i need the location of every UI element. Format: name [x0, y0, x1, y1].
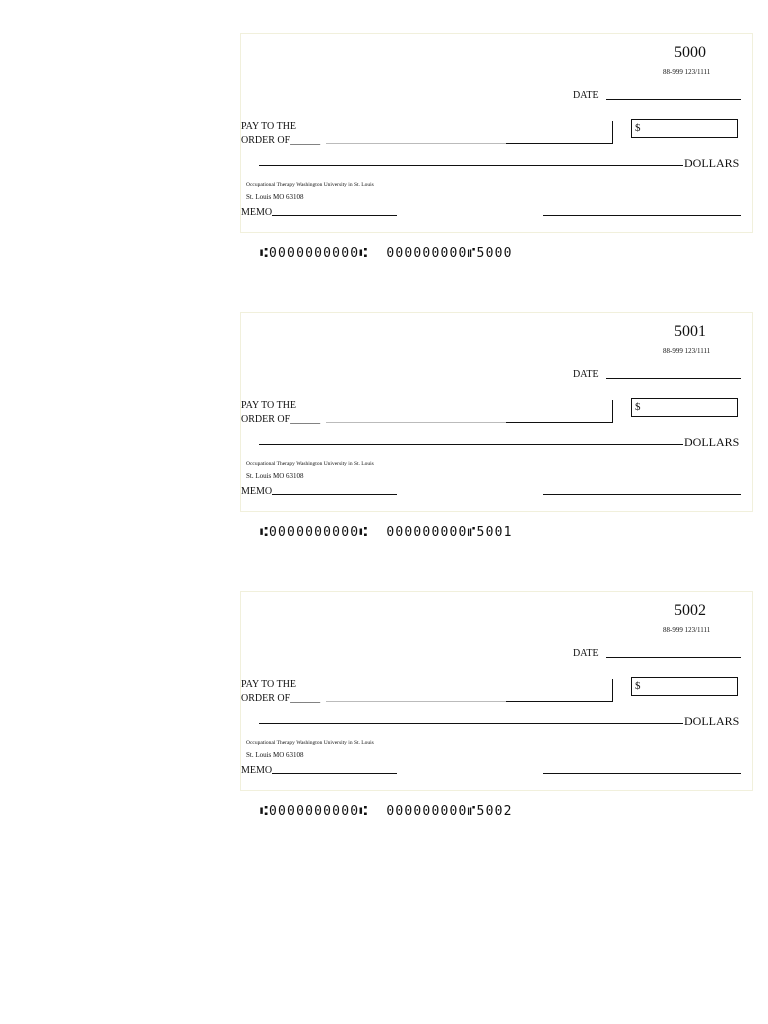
payee-field[interactable] [326, 701, 506, 702]
check-number: 5001 [674, 323, 706, 340]
payer-name: Occupational Therapy Washington University in St. Louis [246, 740, 374, 746]
date-field[interactable] [606, 378, 741, 379]
dollar-sign: $ [635, 122, 641, 134]
written-amount-field[interactable] [259, 165, 683, 166]
check-number: 5000 [674, 44, 706, 61]
dollars-label: DOLLARS [684, 714, 740, 728]
micr-line: ⑆0000000000⑆ 000000000⑈5002 [260, 804, 513, 819]
payer-name: Occupational Therapy Washington University in St. Louis [246, 461, 374, 467]
dollars-label: DOLLARS [684, 156, 740, 170]
memo-field[interactable] [272, 215, 397, 216]
dollar-sign: $ [635, 401, 641, 413]
check-number: 5002 [674, 602, 706, 619]
pay-to-label [241, 399, 320, 427]
payer-address: St. Louis MO 63108 [246, 472, 304, 480]
pay-to-line-2: ORDER OF______ [241, 135, 321, 146]
memo-label: MEMO [241, 486, 273, 497]
payee-divider [612, 121, 613, 143]
payer-address: St. Louis MO 63108 [246, 193, 304, 201]
pay-to-label [241, 678, 320, 706]
check [240, 33, 753, 233]
routing-fraction: 88-999 123/1111 [663, 68, 711, 76]
routing-fraction: 88-999 123/1111 [663, 347, 711, 355]
dollar-sign: $ [635, 680, 641, 692]
memo-field[interactable] [272, 773, 397, 774]
routing-fraction: 88-999 123/1111 [663, 626, 711, 634]
memo-label: MEMO [241, 207, 273, 218]
payee-field[interactable] [326, 422, 506, 423]
written-amount-field[interactable] [259, 444, 683, 445]
micr-line: ⑆0000000000⑆ 000000000⑈5000 [260, 246, 513, 261]
payee-field[interactable] [326, 143, 506, 144]
signature-field[interactable] [543, 215, 741, 216]
memo-label: MEMO [241, 765, 273, 776]
pay-to-line-2: ORDER OF______ [241, 693, 321, 704]
payee-field-end [506, 143, 613, 144]
pay-to-line-1: PAY TO THE [241, 400, 297, 411]
date-label: DATE [573, 90, 599, 101]
date-label: DATE [573, 369, 599, 380]
memo-field[interactable] [272, 494, 397, 495]
payee-divider [612, 679, 613, 701]
payee-field-end [506, 701, 613, 702]
pay-to-label [241, 120, 320, 148]
amount-box[interactable] [631, 677, 738, 696]
amount-box[interactable] [631, 398, 738, 417]
date-field[interactable] [606, 99, 741, 100]
date-label: DATE [573, 648, 599, 659]
dollars-label: DOLLARS [684, 435, 740, 449]
pay-to-line-2: ORDER OF______ [241, 414, 321, 425]
payee-field-end [506, 422, 613, 423]
signature-field[interactable] [543, 773, 741, 774]
check [240, 591, 753, 791]
payer-name: Occupational Therapy Washington University in St. Louis [246, 182, 374, 188]
payee-divider [612, 400, 613, 422]
payer-address: St. Louis MO 63108 [246, 751, 304, 759]
check [240, 312, 753, 512]
micr-line: ⑆0000000000⑆ 000000000⑈5001 [260, 525, 513, 540]
signature-field[interactable] [543, 494, 741, 495]
amount-box[interactable] [631, 119, 738, 138]
date-field[interactable] [606, 657, 741, 658]
pay-to-line-1: PAY TO THE [241, 121, 297, 132]
pay-to-line-1: PAY TO THE [241, 679, 297, 690]
written-amount-field[interactable] [259, 723, 683, 724]
